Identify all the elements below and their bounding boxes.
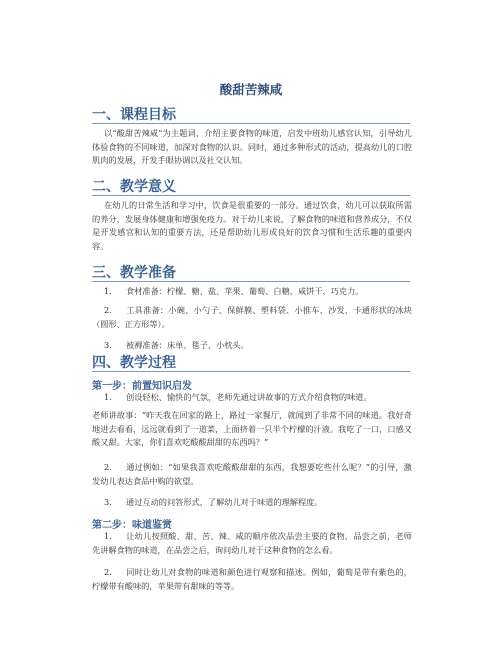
document-title: 酸甜苦辣咸	[219, 82, 283, 97]
section-divider	[92, 195, 410, 196]
list-item	[92, 391, 412, 405]
list-text: 让幼儿按照酸、甜、苦、辣、咸的顺序依次品尝主要的食物，品尝之前，老师先讲解食物的味道，在品尝之后，询问幼儿对于这种食物的怎么看。	[92, 531, 412, 555]
list-text: 工具准备：小碗、小勺子、保鲜膜、塑料袋、小推车、沙发，卡通形状的冰块（圆形、正方形等）。	[92, 305, 412, 329]
section-heading-preparation: 三、教学准备	[92, 265, 176, 281]
step-heading-2: 第二步：味道鉴赏	[92, 520, 172, 531]
significance-paragraph: 在幼儿的日常生活和学习中，饮食是很重要的一部分。通过饮食，幼儿可以获取所需的养分，发展身体健康和增强免疫力。对于幼儿来说，了解食物的味道和营养成分，不仅是开发感官和认知的重要方法，还是帮助幼儿形成良好的饮食习惯和生活乐趣的重要内容。	[92, 200, 412, 251]
list-number: 2.	[104, 462, 112, 472]
list-item	[92, 461, 412, 488]
list-item	[92, 285, 412, 299]
section-heading-process: 四、教学过程	[92, 355, 176, 371]
list-number: 2.	[104, 305, 112, 315]
step-heading-1: 第一步：前置知识启发	[92, 381, 192, 392]
list-item	[92, 304, 412, 331]
list-number: 1.	[104, 392, 112, 402]
section-heading-goals: 一、课程目标	[92, 107, 176, 123]
story-paragraph: 老师讲故事：“昨天我在回家的路上，路过一家餐厅，就闻到了非常不同的味道。我好奇地进去看看，远远就看到了一道菜，上面挤着一只半个柠檬的汁液。我吃了一口，口感又酸又甜。大家，你们喜欢吃酸酸甜甜的东西吗？”	[92, 410, 412, 447]
section-divider	[92, 123, 410, 124]
list-number: 3.	[104, 340, 112, 350]
list-number: 1.	[104, 286, 112, 296]
goals-paragraph: 以“酸甜苦辣咸”为主题词，介绍主要食物的味道，启发中班幼儿感官认知，引导幼儿体验食物的不同味道，加深对食物的认识。同时，通过多种形式的活动，提高幼儿的口腔肌肉的发展，开发手眼协调以及社交认知。	[92, 128, 412, 165]
section-divider	[92, 281, 410, 282]
list-number: 1.	[104, 531, 112, 541]
list-text: 通过例如：“如果我喜欢吃酸酸甜甜的东西，我想要吃些什么呢？”的引导，激发幼儿表达食品中购的欲望。	[92, 462, 412, 486]
list-text: 创设轻松、愉快的气氛，老师先通过讲故事的方式介绍食物的味道。	[126, 392, 372, 402]
section-heading-significance: 二、教学意义	[92, 179, 176, 195]
list-text: 通过互动的问答形式，了解幼儿对于味道的理解程度。	[126, 497, 323, 507]
list-number: 3.	[104, 497, 112, 507]
list-text: 被褥准备：床单、毯子、小枕头。	[126, 340, 249, 350]
list-text: 同时让幼儿对食物的味道和颜色进行观察和描述。例如，葡萄是带有紫色的，柠檬带有酸味的，苹果带有甜味的等等。	[92, 567, 412, 591]
list-text: 食材准备：柠檬、糖、盐、苹果、葡萄、白糖、咸饼干、巧克力。	[126, 286, 364, 296]
list-item	[92, 339, 412, 353]
list-item	[92, 496, 412, 510]
section-divider	[92, 371, 410, 372]
list-number: 2.	[104, 567, 112, 577]
list-item	[92, 530, 412, 557]
list-item	[92, 566, 412, 593]
